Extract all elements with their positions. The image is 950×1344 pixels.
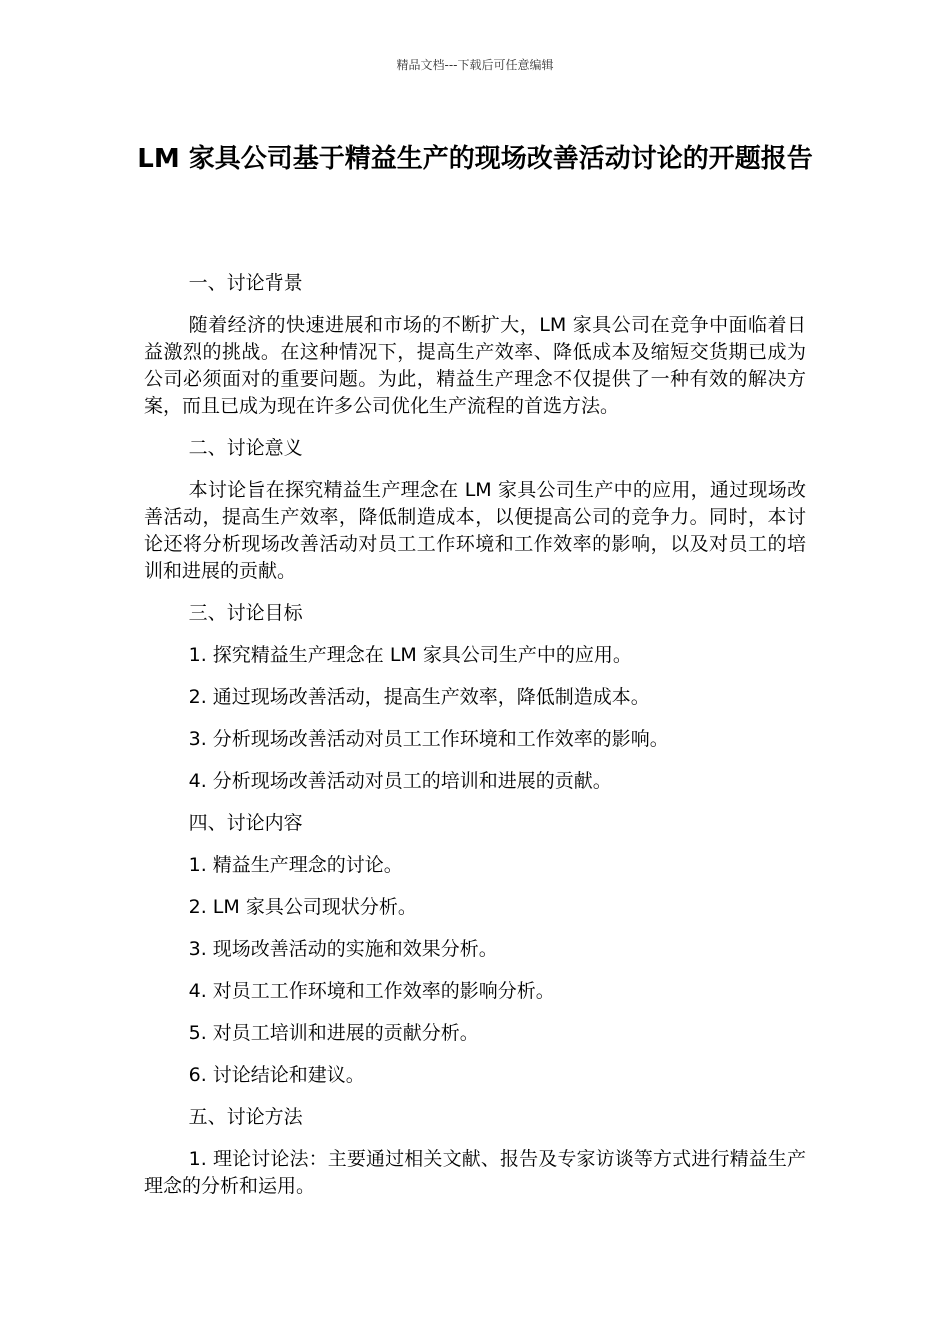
content-item: 3. 现场改善活动的实施和效果分析。 — [188, 938, 498, 960]
section-heading-background: 一、讨论背景 — [188, 272, 303, 294]
content-item: 4. 对员工工作环境和工作效率的影响分析。 — [188, 980, 555, 1002]
significance-paragraph: 本讨论旨在探究精益生产理念在 LM 家具公司生产中的应用，通过现场改善活动，提高生产效率，降低制造成本，以便提高公司的竞争力。同时，本讨论还将分析现场改善活动对员工工作环境和工作效率的影响，以及对员工的培训和进展的贡献。 — [144, 479, 806, 582]
content-item: 6. 讨论结论和建议。 — [188, 1064, 365, 1086]
page-header: 精品文档---下载后可任意编辑 — [396, 58, 554, 72]
content-item: 2. LM 家具公司现状分析。 — [188, 896, 417, 918]
methods-paragraph: 1. 理论讨论法：主要通过相关文献、报告及专家访谈等方式进行精益生产理念的分析和运用。 — [144, 1148, 806, 1197]
objective-item: 1. 探究精益生产理念在 LM 家具公司生产中的应用。 — [188, 644, 632, 666]
section-heading-objectives: 三、讨论目标 — [188, 602, 303, 624]
objective-item: 2. 通过现场改善活动，提高生产效率，降低制造成本。 — [188, 686, 650, 708]
background-paragraph: 随着经济的快速进展和市场的不断扩大，LM 家具公司在竞争中面临着日益激烈的挑战。在这种情况下，提高生产效率、降低成本及缩短交货期已成为公司必须面对的重要问题。为此，精益生产理念不仅提供了一种有效的解决方案，而且已成为现在许多公司优化生产流程的首选方法。 — [144, 314, 806, 417]
objective-item: 3. 分析现场改善活动对员工工作环境和工作效率的影响。 — [188, 728, 669, 750]
document-body — [144, 270, 806, 1215]
objective-item: 4. 分析现场改善活动对员工的培训和进展的贡献。 — [188, 770, 612, 792]
document-title: LM 家具公司基于精益生产的现场改善活动讨论的开题报告 — [137, 144, 813, 174]
section-heading-methods: 五、讨论方法 — [188, 1106, 303, 1128]
section-heading-content: 四、讨论内容 — [188, 812, 303, 834]
section-heading-significance: 二、讨论意义 — [188, 437, 303, 459]
content-item: 5. 对员工培训和进展的贡献分析。 — [188, 1022, 479, 1044]
content-item: 1. 精益生产理念的讨论。 — [188, 854, 403, 876]
